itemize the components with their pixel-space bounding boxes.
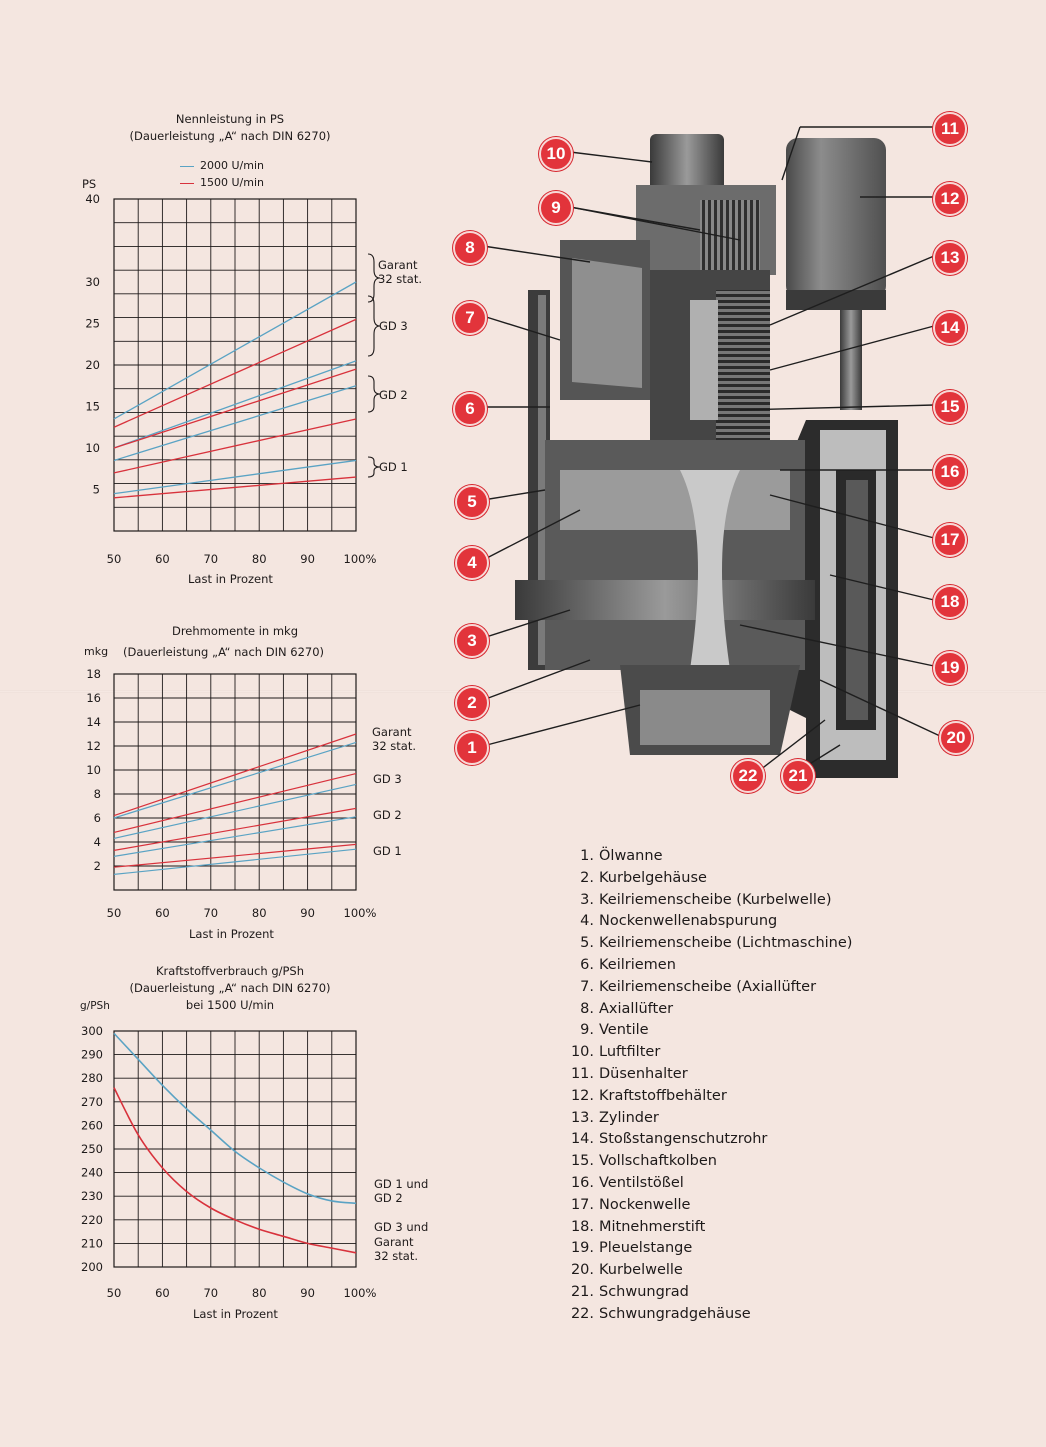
x-tick-label: 90 <box>300 906 315 920</box>
y-tick-label: 290 <box>81 1047 103 1062</box>
callout-17: 17 <box>933 523 967 557</box>
parts-list-item <box>560 1217 852 1239</box>
parts-list-item <box>560 933 852 955</box>
parts-list-item <box>560 1238 852 1260</box>
power-label-garant: Garant 32 stat. <box>378 258 423 286</box>
parts-list-number: 13. <box>570 1109 594 1126</box>
y-tick-label: 10 <box>85 441 100 455</box>
power-label-gd3: GD 3 <box>379 319 408 333</box>
legend-1500: 1500 U/min <box>180 174 300 191</box>
x-tick-label: 80 <box>251 1286 267 1300</box>
parts-list-item <box>560 1108 852 1130</box>
parts-list-number: 22. <box>570 1305 594 1322</box>
y-tick-label: 220 <box>81 1212 103 1227</box>
callout-13: 13 <box>933 241 967 275</box>
callout-3: 3 <box>455 624 489 658</box>
parts-list-number: 16. <box>570 1174 594 1191</box>
x-tick-label: 50 <box>106 552 122 566</box>
parts-list-label: Vollschaftkolben <box>599 1153 717 1170</box>
y-tick-label: 40 <box>85 192 100 206</box>
callout-5: 5 <box>455 485 489 519</box>
y-tick-label: 280 <box>81 1071 103 1086</box>
parts-list-label: Schwungrad <box>599 1283 689 1300</box>
y-tick-label: 12 <box>86 739 101 753</box>
parts-list-number: 5. <box>580 935 594 952</box>
parts-list-item <box>560 1086 852 1108</box>
parts-list-label: Ölwanne <box>599 848 663 864</box>
fuel-title: Kraftstoffverbrauch g/PSh <box>155 964 305 978</box>
callout-19: 19 <box>933 651 967 685</box>
parts-list-label: Nockenwelle <box>599 1196 691 1213</box>
fuel-label-gd12: GD 1 und GD 2 <box>374 1177 429 1205</box>
power-xlabel: Last in Prozent <box>188 572 273 586</box>
y-tick-label: 270 <box>81 1094 103 1109</box>
callout-7: 7 <box>453 301 487 335</box>
parts-list-item <box>560 1151 852 1173</box>
fuel-yunit: g/PSh <box>80 1000 110 1012</box>
parts-list-number: 20. <box>570 1262 594 1279</box>
x-tick-label: 100% <box>343 552 377 566</box>
parts-list-number: 1. <box>580 848 594 864</box>
fuel-label-gd3: GD 3 und Garant 32 stat. <box>374 1220 429 1263</box>
callout-15: 15 <box>933 390 967 424</box>
power-title: Nennleistung in PS <box>175 112 285 126</box>
parts-list-number: 18. <box>570 1218 594 1235</box>
parts-list-label: Düsenhalter <box>599 1065 688 1082</box>
parts-list-label: Pleuelstange <box>599 1240 693 1257</box>
x-tick-label: 60 <box>155 552 170 566</box>
y-tick-label: 210 <box>81 1236 103 1251</box>
power-label-gd1: GD 1 <box>379 460 408 474</box>
parts-list <box>560 846 852 1326</box>
y-tick-label: 5 <box>92 482 100 497</box>
y-tick-label: 260 <box>81 1118 103 1133</box>
callout-9: 9 <box>539 191 573 225</box>
parts-list-item <box>560 1282 852 1304</box>
y-tick-label: 25 <box>85 316 100 331</box>
y-tick-label: 16 <box>86 691 101 705</box>
x-tick-label: 50 <box>106 906 122 920</box>
callout-20: 20 <box>939 721 973 755</box>
parts-list-number: 17. <box>570 1196 594 1213</box>
parts-list-number: 14. <box>570 1131 594 1148</box>
parts-list-number: 4. <box>580 913 594 930</box>
callout-10: 10 <box>539 137 573 171</box>
parts-list-label: Kraftstoffbehälter <box>599 1087 727 1104</box>
parts-list-number: 11. <box>570 1065 594 1082</box>
parts-list-number: 2. <box>580 869 594 886</box>
power-subtitle: (Dauerleistung „A“ nach DIN 6270) <box>129 129 331 143</box>
x-tick-label: 100% <box>343 906 377 920</box>
callout-12: 12 <box>933 182 967 216</box>
x-tick-label: 100% <box>343 1286 377 1300</box>
x-tick-label: 50 <box>106 1286 122 1300</box>
torque-label-gd2: GD 2 <box>373 808 402 822</box>
parts-list-item <box>560 1020 852 1042</box>
parts-list-item <box>560 1064 852 1086</box>
power-yunit: PS <box>82 177 97 191</box>
callout-6: 6 <box>453 392 487 426</box>
y-tick-label: 230 <box>81 1189 103 1204</box>
engine-cutaway-illustration <box>440 110 980 800</box>
power-label-gd2: GD 2 <box>379 388 408 402</box>
parts-list-item <box>560 1042 852 1064</box>
callout-8: 8 <box>453 231 487 265</box>
parts-list-number: 6. <box>580 956 594 973</box>
callout-21: 21 <box>781 759 815 793</box>
callout-18: 18 <box>933 585 967 619</box>
parts-list-number: 12. <box>570 1087 594 1104</box>
parts-list-item <box>560 890 852 912</box>
callout-11: 11 <box>933 112 967 146</box>
parts-list-item <box>560 955 852 977</box>
parts-list-number: 3. <box>580 891 594 908</box>
y-tick-label: 20 <box>85 358 100 372</box>
x-tick-label: 60 <box>155 906 170 920</box>
x-tick-label: 80 <box>251 906 267 920</box>
parts-list-item <box>560 1304 852 1326</box>
callout-1: 1 <box>455 731 489 765</box>
fuel-subtitle: (Dauerleistung „A“ nach DIN 6270) <box>129 981 331 995</box>
y-tick-label: 18 <box>86 667 101 681</box>
parts-list-label: Zylinder <box>599 1109 659 1126</box>
y-tick-label: 10 <box>86 763 101 777</box>
y-tick-label: 6 <box>93 811 101 825</box>
parts-list-item <box>560 1129 852 1151</box>
x-tick-label: 90 <box>300 1286 315 1300</box>
parts-list-number: 8. <box>580 1000 594 1017</box>
y-tick-label: 30 <box>85 275 100 289</box>
parts-list-item <box>560 846 852 868</box>
y-tick-label: 250 <box>81 1142 103 1156</box>
torque-label-garant: Garant 32 stat. <box>372 725 417 753</box>
x-tick-label: 60 <box>155 1286 170 1300</box>
parts-list-label: Ventilstößel <box>599 1174 684 1191</box>
crankshaft-shape <box>515 580 815 620</box>
legend-2000: 2000 U/min <box>180 157 300 174</box>
parts-list-number: 10. <box>570 1044 594 1061</box>
parts-list-label: Nockenwellenabspurung <box>599 913 778 930</box>
parts-list-item <box>560 911 852 933</box>
parts-list-label: Keilriemenscheibe (Axiallüfter <box>599 978 817 995</box>
torque-subtitle: (Dauerleistung „A“ nach DIN 6270) <box>123 645 325 659</box>
x-tick-label: 70 <box>203 906 219 920</box>
parts-list-label: Luftfilter <box>599 1044 661 1061</box>
callout-16: 16 <box>933 455 967 489</box>
y-tick-label: 15 <box>85 399 100 414</box>
torque-label-gd1: GD 1 <box>373 844 402 858</box>
parts-list-label: Kurbelgehäuse <box>599 869 707 886</box>
fuel-tank-shape <box>786 138 886 298</box>
parts-list-number: 7. <box>580 978 594 995</box>
parts-list-number: 21. <box>570 1283 594 1300</box>
parts-list-label: Axiallüfter <box>599 1000 674 1017</box>
x-tick-label: 90 <box>300 552 315 566</box>
x-tick-label: 80 <box>251 552 267 566</box>
y-tick-label: 2 <box>93 859 101 873</box>
y-tick-label: 4 <box>93 835 101 849</box>
parts-list-item <box>560 868 852 890</box>
torque-title: Drehmomente in mkg <box>171 624 299 638</box>
parts-list-label: Schwungradgehäuse <box>599 1305 751 1322</box>
callout-22: 22 <box>731 759 765 793</box>
parts-list-number: 15. <box>570 1153 594 1170</box>
parts-list-item <box>560 1260 852 1282</box>
parts-list-label: Stoßstangenschutzrohr <box>599 1131 768 1148</box>
parts-list-item <box>560 977 852 999</box>
y-tick-label: 14 <box>86 715 101 729</box>
y-tick-label: 8 <box>93 787 101 801</box>
parts-list-label: Keilriemenscheibe (Lichtmaschine) <box>599 935 853 952</box>
parts-list-label: Keilriemenscheibe (Kurbelwelle) <box>599 891 832 908</box>
x-tick-label: 70 <box>203 1286 219 1300</box>
parts-list-label: Kurbelwelle <box>599 1262 683 1279</box>
parts-list-number: 9. <box>580 1022 594 1039</box>
callout-2: 2 <box>455 686 489 720</box>
parts-list-item <box>560 999 852 1021</box>
callout-14: 14 <box>933 311 967 345</box>
callout-4: 4 <box>455 546 489 580</box>
torque-xlabel: Last in Prozent <box>189 927 274 941</box>
y-tick-label: 300 <box>81 1024 103 1038</box>
torque-label-gd3: GD 3 <box>373 772 402 786</box>
parts-list-label: Keilriemen <box>599 956 676 973</box>
parts-list-label: Ventile <box>599 1022 649 1039</box>
y-tick-label: 240 <box>81 1165 103 1180</box>
y-tick-label: 200 <box>81 1260 103 1274</box>
x-tick-label: 70 <box>203 552 219 566</box>
parts-list-number: 19. <box>570 1240 594 1257</box>
parts-list-item <box>560 1173 852 1195</box>
torque-yunit: mkg <box>84 645 109 658</box>
parts-list-label: Mitnehmerstift <box>599 1218 706 1235</box>
fuel-subtitle2: bei 1500 U/min <box>185 998 275 1012</box>
fuel-xlabel: Last in Prozent <box>193 1307 278 1321</box>
parts-list-item <box>560 1195 852 1217</box>
